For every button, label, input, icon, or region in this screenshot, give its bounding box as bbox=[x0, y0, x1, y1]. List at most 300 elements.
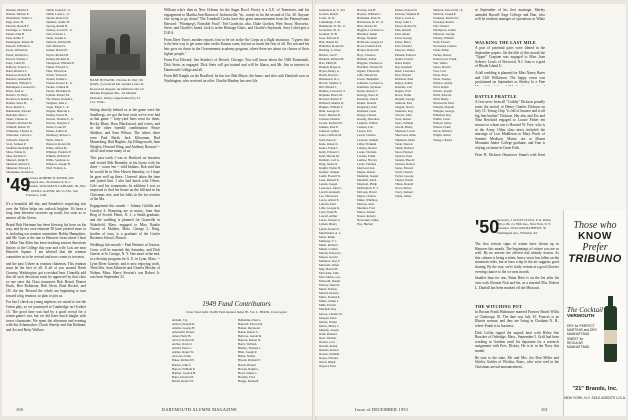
list-item: McLean, David bbox=[357, 190, 377, 195]
list-item: Taft, Michael S. bbox=[46, 44, 66, 49]
list-item: Hutchins, Warren H. bbox=[357, 64, 383, 69]
list-item: Jackson, Donald bbox=[319, 117, 340, 122]
list-item: MacLeod, Ian bbox=[357, 165, 375, 170]
ad-line-know: KNOW bbox=[578, 231, 612, 242]
list-item: Murphy, Joseph bbox=[319, 327, 339, 332]
paragraph: Weddings this month -- Paul Bertinie of Astoria, Conn. will be married this Saturday, and Dick Garrett at St. George, N. Y. One more at the end, to a divinity program for G. E. in Lynn, Mass. -- Lynn River Gazette, and is now enjoying work. Then Mrs. Jean Albrecht and Charles Mosley of Waban, Mass. Harry Stewart's son Robert Jr. was born September 23. bbox=[90, 243, 160, 280]
list-item: Landon, Carl bbox=[357, 125, 374, 130]
list-item: Wood, Richard bbox=[433, 129, 452, 134]
list-item: Prescott, Walter bbox=[395, 48, 415, 53]
list-item: Hopkins, Bruce M. bbox=[319, 92, 343, 97]
list-item: Pierce, Robert W. bbox=[395, 24, 417, 29]
list-item: Warren, Thomas F., Jr. bbox=[46, 117, 74, 122]
list-item: Todd, Everett bbox=[433, 40, 450, 45]
list-item: Ross, Robert L. bbox=[6, 105, 26, 110]
list-item: Meyer, Charles bbox=[357, 194, 376, 199]
list-item: Hughes, William F. bbox=[319, 105, 343, 110]
page-number-right: 101 bbox=[541, 407, 549, 412]
class-column-text-3 bbox=[164, 8, 309, 278]
list-item: Kaufman, Seymour bbox=[357, 84, 382, 89]
list-item: Maxwell, James bbox=[319, 262, 340, 267]
list-item: Barker, Raymond bbox=[238, 326, 260, 331]
ad-line-those-who: Those who bbox=[573, 220, 617, 231]
list-item: Mahoney, T. J. bbox=[319, 238, 338, 243]
list-item: Koenig, Theodore bbox=[357, 117, 380, 122]
list-item: Smith, Richard bbox=[395, 145, 414, 150]
list-item: Reinhard, William T. bbox=[6, 80, 32, 85]
list-item: Hunt, George D. bbox=[319, 109, 340, 114]
list-item: Schwartz, Peter H. bbox=[6, 137, 30, 142]
paragraph: The first serious signs of winter have shown up in Hanover this month. The beginnings of winter you are as well. By no answer the offered real already season. As this column is being written, heavy snow has fallen on the mountain sides, but at least a nip in the air suggests good skating. By the way, we're fairly certain at a good Glovers evening chance to the ice next month. bbox=[475, 242, 559, 274]
list-item: Hinckley, Ralph bbox=[357, 32, 378, 37]
list-item: Hart, Philip B. bbox=[319, 60, 338, 65]
list-item: Ludlow, Harvey bbox=[357, 157, 378, 162]
list-item: Leonard, Samuel bbox=[357, 137, 379, 142]
list-item: Abdaill, J.Q. bbox=[172, 318, 188, 322]
list-item: Sprong, Rollin H. bbox=[46, 24, 69, 29]
list-item: Kidder, Donald bbox=[357, 101, 377, 106]
list-item: Pretz, Curtis H. bbox=[6, 60, 26, 65]
secretary-line-50: Secretary, J. SCOTT CLOLS, P. O. Walter Hill, p-86, c/o Fifth Ave., New York, N. Y. bbox=[497, 218, 552, 227]
list-item: MacDonald, A. L. bbox=[319, 230, 342, 235]
list-item: Irwin, Thomas R. bbox=[319, 113, 341, 118]
list-item: Booth, Harold bbox=[238, 362, 256, 367]
fund-names-column-b bbox=[238, 318, 298, 398]
list-item: Wheeler, Donald bbox=[433, 105, 455, 110]
list-item: Olson, Ralph bbox=[319, 360, 336, 365]
list-item: Wilder, Louis bbox=[433, 117, 450, 122]
list-item: Adams, George H. bbox=[172, 326, 196, 331]
list-item: Sherman, Robert F. bbox=[6, 161, 30, 166]
list-item: Alvord, Robert B. bbox=[172, 338, 195, 343]
paragraph: From Bill Knight on his Bradford, he has two Bob Mayer, the home, and also with Danforth now in Washington, who received an offer. Charlie Mankey has new life. bbox=[164, 74, 309, 83]
ad-dry-text: DRY for PERFECT MARTINIS and DRY MANHATTANS. SWEET for REGULAR MANHATTANS. bbox=[567, 324, 597, 350]
fund-contributors-title: 1949 Fund Contributors bbox=[202, 300, 271, 308]
list-item: Moulton, Fred bbox=[357, 206, 375, 211]
list-item: Bartlett, Gordon H. bbox=[172, 370, 197, 375]
list-item: Knight, Walter H. bbox=[319, 165, 342, 170]
list-item: Snyder, Robert W. bbox=[46, 16, 69, 21]
list-item: Harlow, Joel F. bbox=[319, 52, 338, 57]
list-item: Hall, Daniel M. bbox=[319, 40, 339, 45]
list-item: Lyman, Henry bbox=[319, 222, 337, 227]
list-item: Nash, Richard bbox=[319, 331, 337, 336]
fund-names-column-2 bbox=[357, 8, 393, 404]
list-item: Nelson, Carl bbox=[319, 339, 335, 344]
list-item: Allen, Harry B. bbox=[172, 334, 192, 339]
list-item: Kent, Harold M. bbox=[319, 153, 340, 158]
list-item: Tondel, Daniel L. bbox=[46, 76, 68, 81]
paragraph: Engagement this month -- Johnny Griffith and Carolyn S. Brauning are to marry. Joan Ann Berg of Scotch Plains, N. J., a Smith graduate, and the wedding is planned for Granville in Wakefield, Mass. engaged to Miss Natalie Vasant of Malden, Mass. George L. Berg, brother of ours, is a graduate of the Cooler Business School, Boston. bbox=[90, 204, 160, 241]
list-item: Rockwood, Robert A. bbox=[6, 97, 33, 102]
paragraph: Smaller than for one, Brian Brite is on the list after his own with Glennie Nott and his, as a married Mrs. Robert L. Dunhill has been marked off the Missouri. bbox=[475, 276, 559, 290]
list-item: Vaughan, John C. bbox=[46, 101, 68, 106]
list-item: Wilson, Frank bbox=[433, 125, 451, 130]
list-item: Leavitt, Kenneth bbox=[319, 190, 340, 195]
list-item: Nichols, Robert bbox=[319, 347, 339, 352]
list-item: Tollett, Warren F. bbox=[46, 72, 68, 77]
list-item: Lowell, Arthur bbox=[319, 214, 338, 219]
list-item: Noyes, Edward bbox=[319, 356, 339, 361]
footer-magazine-name: DARTMOUTH ALUMNI MAGAZINE bbox=[162, 407, 237, 412]
list-item: Magee, Robert bbox=[357, 169, 376, 174]
list-item: Saunders, Roy bbox=[395, 109, 414, 114]
ad-line-prefer: Prefer bbox=[582, 242, 608, 253]
list-item: Whipple, George bbox=[433, 109, 455, 114]
tribuno-vermouth-ad bbox=[563, 210, 626, 416]
list-item: Thayer, Ernest bbox=[395, 177, 414, 182]
list-item: Kellogg, Peter D. bbox=[357, 92, 379, 97]
list-item: Lord, Frank B. bbox=[319, 210, 338, 215]
list-item: Kennedy, John F. bbox=[357, 97, 379, 102]
list-item: Russell, George bbox=[395, 97, 415, 102]
list-item: Tucker, Robert bbox=[433, 52, 452, 57]
list-item: Sullivan, Joseph P. bbox=[433, 12, 457, 17]
list-item: Moore, Charles W. bbox=[319, 311, 343, 316]
list-item: Kimball, Carl A. bbox=[319, 157, 340, 162]
list-item: Porter, Richard G. bbox=[6, 52, 29, 57]
list-item: Bradley, Fred bbox=[238, 374, 255, 379]
list-item: Munro, Robert bbox=[357, 210, 376, 215]
list-item: Gubbrand, R. T., 3rd bbox=[319, 8, 345, 12]
list-item: Willard, James bbox=[433, 121, 452, 126]
list-item: Berry, William bbox=[238, 342, 257, 347]
list-item: Archer, David J. bbox=[172, 342, 193, 347]
list-item: Remington, Leonard D. bbox=[6, 84, 36, 89]
list-item: Grossman, M. Jr. bbox=[319, 28, 341, 33]
list-item: Warner, Joseph bbox=[433, 88, 452, 93]
list-item: Mills, Everett bbox=[319, 303, 337, 308]
ad-address: NEW YORK, N.Y. SOLE AGENTS U.S.A. bbox=[564, 396, 626, 400]
list-item: Vance, Harold bbox=[433, 64, 451, 69]
list-item: Libby, Franklin bbox=[357, 141, 377, 146]
list-item: Benson, Robert D. bbox=[238, 338, 262, 343]
list-item: Barnes, John T. bbox=[172, 362, 192, 367]
list-item: Horner, Robert B. bbox=[357, 48, 380, 53]
class-column-text-2 bbox=[90, 108, 160, 398]
list-item: Haskell, Roger A. bbox=[319, 64, 342, 69]
list-item: Swift, Charles bbox=[395, 169, 413, 174]
list-item: Rudolph, Max C. bbox=[6, 113, 28, 118]
rattle-paragraphs bbox=[475, 100, 545, 156]
list-item: Boyd, James C. bbox=[238, 370, 258, 375]
list-item: Mitchell, Ray bbox=[319, 307, 337, 312]
list-item: Ballantine, Paul L. bbox=[238, 318, 262, 322]
list-item: Newcomb, James bbox=[357, 218, 379, 223]
pitch-paragraphs bbox=[475, 310, 559, 398]
list-item: Partridge, C. Warren bbox=[6, 28, 32, 33]
class-year-heading: '49 bbox=[6, 175, 31, 195]
list-item: Arnold, Peter L. bbox=[172, 346, 193, 351]
list-item: Sargent, David bbox=[395, 105, 414, 110]
list-item: Merrill, Donald bbox=[319, 291, 339, 296]
list-item: Ransen, Herbert E. bbox=[6, 12, 30, 17]
list-item: Weber, Louis H. bbox=[46, 125, 67, 130]
list-item: Neal, Thomas bbox=[319, 335, 337, 340]
list-item: Miner, Winthrop bbox=[357, 198, 378, 203]
list-item: Sherwood, Allen bbox=[395, 133, 416, 138]
list-item: Hawley, Jon B. bbox=[357, 8, 376, 12]
fund-names-column-1 bbox=[319, 8, 355, 404]
list-item: Hamilton, Robert K. bbox=[319, 44, 345, 49]
list-item: Reichert, Kenneth E. bbox=[6, 76, 32, 81]
list-item: Locke, Norman bbox=[357, 149, 377, 154]
list-item: Walker, David H. bbox=[46, 113, 68, 118]
list-item: Bowen, Ralph L. bbox=[238, 366, 260, 371]
list-item: Hoyt, Clarence bbox=[357, 52, 376, 57]
list-item: Westcott, Robert M. bbox=[46, 141, 72, 146]
list-item: Sullivan, Richard B. bbox=[46, 40, 72, 45]
list-item: Heath, David C. bbox=[319, 72, 340, 77]
right-page bbox=[315, 4, 626, 416]
list-item: Page, Peter H. bbox=[6, 20, 24, 25]
class-officers-50 bbox=[497, 218, 557, 235]
list-item: Briggs, Kenneth bbox=[238, 378, 259, 383]
list-item: Ripley, Arthur bbox=[395, 80, 413, 85]
list-item: Manning, Joseph bbox=[357, 173, 379, 178]
paragraph: In Boston Frank Hinkstone married Frances Beach Willis of Chattooga. Ill. The date was July 25. Frances is an Illinois woman, and they are living in Chatham N. H., where Frank is in business. bbox=[475, 310, 559, 328]
list-item: Wolf, Stanley A. bbox=[46, 165, 67, 170]
paragraph: Brutal Bob Hartman has been blowing his horn on his way, and by my own estimate I'll have pitched more to it, including our reunion committee, Bobby Hampshire, and Mr. Gaas is the one to Hanover from where I hear it. Mike Van Allen has been teaching eastern American history at the College this year and wife Lois are near Hanover Square. I am advised that the reunion committee as to be revised and now comes to ten men. bbox=[6, 222, 86, 259]
list-item: Little, George R. bbox=[319, 206, 340, 211]
list-item: Morgan, Peter bbox=[319, 315, 337, 320]
list-item: Lindsay, Robert bbox=[357, 145, 377, 150]
list-item: Starr, Edward J. bbox=[46, 32, 66, 37]
list-item: Barrett, William P. bbox=[172, 366, 196, 371]
list-item: Reed, Lawrence bbox=[395, 68, 416, 73]
photo-marine-captain bbox=[90, 10, 146, 76]
list-item: Pennington, Robert H. bbox=[6, 40, 34, 45]
list-item: Seidman, Rudolph M. bbox=[6, 145, 34, 150]
list-item: Jenkins, Paul E. bbox=[319, 125, 339, 130]
list-item: Sears, William bbox=[395, 121, 414, 126]
list-item: Newell, Arthur bbox=[319, 343, 338, 348]
list-item: Townsend, Charles bbox=[433, 44, 457, 49]
list-item: Sewall, Henry bbox=[395, 125, 413, 130]
list-item: King, Stuart O. bbox=[319, 161, 338, 166]
list-item: Hill, Harold J. bbox=[319, 84, 337, 89]
list-item: Spencer, Paul bbox=[395, 153, 412, 158]
list-item: Rand, Ralph bbox=[395, 60, 411, 65]
list-item: Bloom, Richard F. bbox=[238, 358, 261, 363]
list-item: Tucker, Clinton B. bbox=[46, 84, 69, 89]
list-item: Rogers, Fred bbox=[395, 88, 411, 93]
list-item: Patten, John H. bbox=[6, 32, 25, 37]
list-item: Tracy, Samuel bbox=[395, 190, 413, 195]
section-heading-walking: WALKING THE LAST MILE bbox=[475, 41, 536, 45]
list-item: Scott, Robert bbox=[395, 117, 412, 122]
list-item: Sands, Charles A. bbox=[6, 117, 28, 122]
list-item: Tower, Bruce bbox=[395, 186, 412, 191]
list-item: Weinberg, Robert L. bbox=[46, 133, 72, 138]
list-item: Cummings, T. M. bbox=[319, 20, 341, 25]
photo-caption: BASE IN BANK: Charles D. Day '49 (DAY, c) received his captain's bars in Korea last August. At behind is the 1st Marine Engineer Bn., 1st Marine Division, being congratulated by Lt. Col. Wilk... bbox=[90, 78, 144, 105]
list-item: Taft, Donald bbox=[433, 24, 449, 29]
list-item: Mead, Stanley bbox=[319, 287, 337, 292]
list-item: Holmes, Lawrence T. bbox=[319, 88, 346, 93]
list-item: Perry, John C. bbox=[395, 20, 413, 25]
list-item: Willis, Seymour A. bbox=[46, 157, 70, 162]
list-item: Holbrook, George O. bbox=[357, 40, 384, 45]
list-item: Leach, Charles bbox=[357, 133, 376, 138]
walking-paragraphs bbox=[475, 46, 545, 86]
list-item: Maynard, Philip bbox=[357, 182, 378, 187]
list-item: Wentworth, Paul bbox=[433, 101, 454, 106]
list-item: Goss, Edward P. bbox=[319, 36, 340, 41]
list-item: Scott, Samuel P. bbox=[6, 141, 27, 146]
list-item: Quinn, Francis bbox=[395, 56, 414, 61]
list-item: Henderson, D. W., Jr. bbox=[357, 20, 384, 25]
list-item: Higgins, Lawrence G. bbox=[357, 28, 385, 33]
list-item: McDermott, E. J. bbox=[357, 186, 379, 191]
list-item: Tenney, Richard R. bbox=[46, 56, 70, 61]
list-item: Van Dusen, Donald L. bbox=[46, 97, 74, 102]
list-item: Shattuck, Lewis bbox=[395, 129, 415, 134]
list-item: White, Alfred M. bbox=[46, 145, 68, 150]
footer-issue: Issue of DECEMBER 1953 bbox=[355, 407, 409, 412]
list-item: Bates, Donald M. bbox=[172, 374, 194, 379]
list-item: Smith, Louis C., Jr. bbox=[46, 12, 70, 17]
list-item: Snow, Herbert bbox=[395, 149, 413, 154]
list-item: Winslow, Joseph H. bbox=[46, 161, 71, 166]
right-column-intro bbox=[475, 8, 545, 22]
list-item: Lambert, Wilbur bbox=[357, 121, 378, 126]
list-item: Judd, Peter K. bbox=[319, 137, 337, 142]
list-item: Mason, Gerald bbox=[319, 254, 338, 259]
list-item: Lawrence, John C. bbox=[319, 186, 343, 191]
list-item: Petzold, William G. bbox=[6, 44, 31, 49]
list-item: Marsh, Carlton bbox=[319, 246, 338, 251]
list-item: McKay, Duncan bbox=[319, 283, 340, 288]
list-item: Pratt, Donald bbox=[395, 44, 412, 49]
list-item: Norton, William bbox=[319, 351, 340, 356]
list-item: Young, Charles bbox=[433, 137, 453, 142]
list-item: Wagner, Bertram L. bbox=[46, 109, 71, 114]
secretary-line: Secretary, ROBERT H. ZEISER, 630 Arlington Ave., Providence 8, R. I. bbox=[26, 176, 74, 185]
list-item: Hood, Frederick M. bbox=[357, 44, 382, 49]
list-item: Wallace, Arthur bbox=[433, 80, 453, 85]
list-item: Harding, A. Eben bbox=[319, 48, 341, 53]
list-item: Monroe, Alan bbox=[357, 202, 375, 207]
list-item: McCormick, Leo bbox=[319, 275, 341, 280]
list-item: Blair, Joseph P. bbox=[238, 350, 257, 355]
list-item: Platt, Albert bbox=[395, 32, 410, 37]
list-item: Powell, Stanley J. bbox=[6, 56, 29, 61]
list-item: Lucas, Vernon G. bbox=[319, 218, 341, 223]
list-item: Oberleitner, Walter J. bbox=[6, 16, 33, 21]
list-item: Morse, Henry L. bbox=[319, 323, 340, 328]
list-item: Tilton, Donald bbox=[395, 182, 414, 187]
list-item: Smith, Joseph F., Jr. bbox=[46, 8, 71, 12]
list-item: Nieman, Martin S. bbox=[6, 8, 30, 12]
list-item: Sullivan, Edward M., Jr. bbox=[433, 8, 464, 12]
list-item: Slade, Warren bbox=[395, 141, 413, 146]
vermouth-bottle-icon bbox=[598, 296, 622, 366]
paragraph: This past week I was in Hartford on business and visited Bob Barnathy at his house with his three -- count 'em -- wild Indians. Bob said that he would be in New Haven Saturday, so I hope he goes well up there. I haven't taken the time and joined him. I also had lunch with Oliver, Cole and his roommates. In addition I was so surprised to find his house on the hill and in his Christmas tree, and his folks in the far reaches of the Ma. bbox=[90, 156, 160, 202]
list-item: Stone, Edward bbox=[395, 165, 414, 170]
ad-brand-tribuno: TRIBUNO bbox=[568, 253, 622, 265]
list-item: Miller, Arthur J. bbox=[319, 299, 339, 304]
list-item: Rowe, Frank bbox=[395, 92, 411, 97]
list-item: Mathews, Roy F. bbox=[319, 258, 341, 263]
list-item: Potter, Harry bbox=[395, 40, 412, 45]
list-item: Gordon, Robert bbox=[319, 12, 339, 17]
list-item: Stevens, Robert bbox=[395, 161, 415, 166]
list-item: Nason, Roland bbox=[357, 214, 376, 219]
list-item: Gorman, W. B. bbox=[319, 32, 338, 37]
list-item: Parsons, Stephen B. bbox=[395, 12, 420, 17]
list-item: Sweeney, Robert bbox=[433, 20, 454, 25]
paragraph: William who's then in New Orleans for the Sugar Bowl. Frosty is a G.E. of Tennessee, and his engagement to Martha Ann Burton of Jacksonville, Va., comes in for the second of Oct. 20. Anyone else trying to go down? The Trumbull Cooks have this great announcement from the Pennsylvania Harvard: "Winnipeg's Noteable Fruit". Ted Goodwin, also, Duke Gordon, Weir Snow, Horowitz, Steve, and Charlie's friend. Jack is in the Heritage Clinic, and Charlie's Saybrook. Jerry Lobel gets a D.B.A. bbox=[164, 8, 309, 35]
list-item: Lane, Russell P. bbox=[319, 177, 339, 182]
list-item: Johnson, Arthur bbox=[319, 129, 339, 134]
paragraph: It's a beautiful fall day, and Saunders's surprising win over the Yalies helps our outlook brighter. It's been a long time between victories up north, but soon as to answer all the Green. bbox=[6, 202, 86, 220]
list-item: Jacobs, Richard H. bbox=[319, 121, 343, 126]
list-item: Thurston, George bbox=[433, 32, 455, 37]
list-item: Paul, Arthur F. bbox=[6, 36, 25, 41]
paragraph: From Dave Tuyet, another reports, four to be set in the Air Corps as a flight instructor. "I guess this is the best way to get some time on the Kansas coast, but not so much the first of all. The son and his heir goes on down in the Governments academy program, where there are about six classes of their fighter people." bbox=[164, 37, 309, 56]
list-item: Schroeder, Carlton J. bbox=[6, 133, 32, 138]
list-item: Blake, Sidney bbox=[238, 354, 256, 359]
list-item: Rand, Richard S. bbox=[6, 68, 28, 73]
list-item: McCarthy, John bbox=[319, 271, 339, 276]
paragraph: From Eva Edward, Jim Stanley's of Bristol, Chicago: You will know about the 1948 Dartmouth, Dick Stein, as engaged. Dick Stein will get trained and will be Ithaca, and Mr. Jim in interest in Dartmouth College and all. bbox=[164, 58, 309, 72]
list-item: Vogel, Edgar J., Jr. bbox=[46, 105, 70, 110]
list-item: Stanley, Lovell E., Jr. bbox=[46, 28, 73, 33]
list-item: Wright, Albert bbox=[433, 133, 451, 138]
list-item: Bishop, Thomas J. bbox=[238, 346, 261, 351]
treasurer-line: Treasurer, WILLIAM H. LAPRADE, JR., Box 27, 10th R.C.A.AFSD, 4th c/o F.M., San Francisco, Calif. bbox=[26, 184, 86, 197]
list-item: Abbott, Donald K. bbox=[172, 322, 196, 327]
list-item: Larkin, Joseph bbox=[319, 182, 338, 187]
list-item: Whitney, Frederic P. bbox=[46, 149, 72, 154]
names-column-1 bbox=[6, 8, 44, 174]
list-item: Lyons, Thomas bbox=[357, 161, 377, 166]
list-item: Knapp, Chester bbox=[357, 113, 377, 118]
list-item: Tinker, Edward S. bbox=[46, 64, 69, 69]
list-item: Albertanti, Robert bbox=[172, 330, 195, 335]
list-item: Pearce, Leon G. bbox=[395, 16, 415, 21]
list-item: Martin, Edward L. bbox=[319, 250, 343, 255]
list-item: Hubbard, Martin W. bbox=[319, 101, 344, 106]
list-item: Pike, Russell bbox=[395, 28, 412, 33]
list-item: Beach, Robert W. bbox=[172, 378, 194, 383]
left-page bbox=[2, 4, 313, 416]
list-item: Roberts, W. Hoyt bbox=[6, 92, 28, 97]
list-item: Osgood, Paul bbox=[319, 364, 336, 369]
list-item: Loomis, Frank bbox=[357, 153, 376, 158]
list-item: Ashley, Roger W. bbox=[172, 350, 194, 355]
list-item: Rollins, Peter H. bbox=[6, 101, 27, 106]
list-item: Pond, George bbox=[395, 36, 412, 41]
list-item: Tanner, Harold E. bbox=[46, 48, 68, 53]
paragraph: Sitting directly behind us at the game were the Sandbergs, we got the best seats we've ever had at that game -- forty-yard lines went for them: Rocky Blaze, Ross Blackwood, and wives; and in the other friendly combination: Bruce Sleddon, and Sam Wilson. The others there were Paul Barth, Jack Kilroanan, Bud Mannsberg, Bud Hughes, Jay Ellingsworth, Sam Wrigley, Howard Wing, and Anthony Rousuel -- all off and some many of us. bbox=[90, 108, 160, 154]
fund-names-column-4 bbox=[433, 8, 471, 404]
list-item: Wade, Peter bbox=[433, 72, 448, 77]
list-item: Kingsbury, Paul bbox=[357, 105, 377, 110]
list-item: Rateaver, Robert B. bbox=[6, 72, 31, 77]
list-item: Richards, Paul bbox=[395, 76, 414, 81]
ad-vermouth: VERMOUTH bbox=[567, 314, 595, 319]
list-item: Upham, Robert M. bbox=[46, 92, 70, 97]
list-item: Haynes, William C. bbox=[357, 12, 382, 17]
list-item: Miles, Frederick bbox=[319, 295, 340, 300]
list-item: Rafferty, Francis J. bbox=[6, 64, 30, 69]
list-item: Trask, Philip bbox=[433, 48, 449, 53]
list-item: Wells, John F. bbox=[46, 137, 64, 142]
list-item: Morris, Walter bbox=[319, 319, 338, 324]
list-item: Webb, Edward bbox=[433, 92, 452, 97]
